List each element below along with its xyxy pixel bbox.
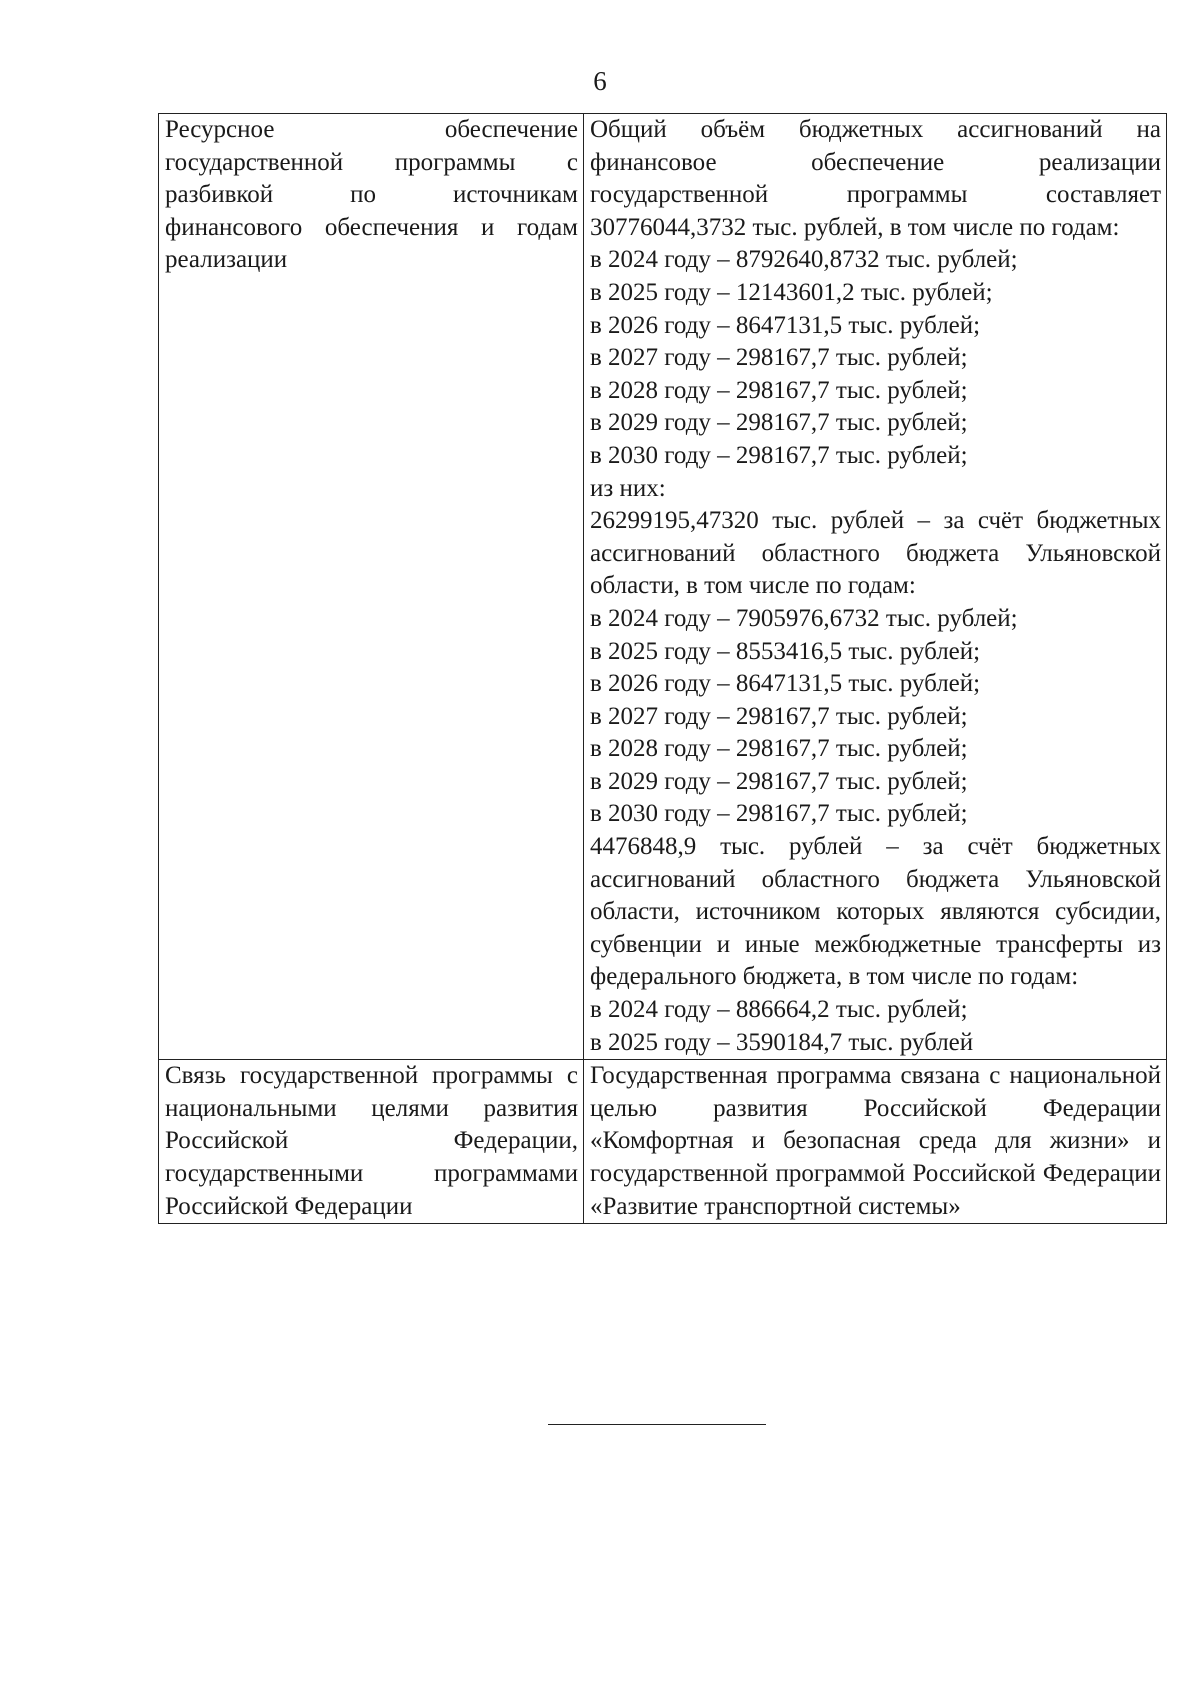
end-of-document-rule — [548, 1424, 766, 1425]
regional-year-2029: в 2029 году – 298167,7 тыс. рублей; — [590, 767, 968, 795]
total-year-2025: в 2025 году – 12143601,2 тыс. рублей; — [590, 278, 993, 306]
total-year-2029: в 2029 году – 298167,7 тыс. рублей; — [590, 409, 968, 437]
page-number: 6 — [593, 66, 607, 96]
resources-value-cell — [584, 114, 1167, 1060]
total-year-2026: в 2026 году – 8647131,5 тыс. рублей; — [590, 311, 981, 339]
table-row-resources — [159, 114, 1167, 1060]
regional-year-2027: в 2027 году – 298167,7 тыс. рублей; — [590, 702, 968, 730]
resources-label: Ресурсное обеспечение государственной программы с разбивкой по источникам финансового обеспечения и годам реализации — [165, 116, 578, 274]
federal-year-2024: в 2024 году – 886664,2 тыс. рублей; — [590, 996, 968, 1024]
total-funding-intro: Общий объём бюджетных ассигнований на финансовое обеспечение реализации государственной программы составляет 30776044,3732 тыс. рублей, в том числе по годам: — [590, 116, 1161, 241]
regional-year-2028: в 2028 году – 298167,7 тыс. рублей; — [590, 735, 968, 763]
program-passport-table — [158, 113, 1167, 1224]
resources-label-cell — [159, 114, 584, 1060]
total-year-2027: в 2027 году – 298167,7 тыс. рублей; — [590, 344, 968, 372]
national-goals-label-cell — [159, 1060, 584, 1224]
federal-funding-intro: 4476848,9 тыс. рублей – за счёт бюджетных ассигнований областного бюджета Ульяновской области, источником которых являются субсидии, субвенции и иные межбюджетные трансферты из федерального бюджета, в том числе по годам: — [590, 833, 1161, 991]
regional-year-2025: в 2025 году – 8553416,5 тыс. рублей; — [590, 637, 981, 665]
regional-year-2024: в 2024 году – 7905976,6732 тыс. рублей; — [590, 604, 1018, 632]
federal-year-2025: в 2025 году – 3590184,7 тыс. рублей — [590, 1028, 974, 1056]
national-goals-label: Связь государственной программы с национальными целями развития Российской Федерации, государственными программами Российской Федерации — [165, 1062, 578, 1220]
regional-funding-intro: 26299195,47320 тыс. рублей – за счёт бюджетных ассигнований областного бюджета Ульяновской области, в том числе по годам: — [590, 507, 1161, 600]
of-which-label: из них: — [590, 474, 666, 502]
national-goals-value-cell — [584, 1060, 1167, 1224]
total-year-2030: в 2030 году – 298167,7 тыс. рублей; — [590, 441, 968, 469]
national-goals-text: Государственная программа связана с национальной целью развития Российской Федерации «Комфортная и безопасная среда для жизни» и государственной программой Российской Федерации «Развитие транспортной системы» — [590, 1062, 1161, 1220]
total-year-2024: в 2024 году – 8792640,8732 тыс. рублей; — [590, 246, 1018, 274]
table-row-national-goals — [159, 1060, 1167, 1224]
total-year-2028: в 2028 году – 298167,7 тыс. рублей; — [590, 376, 968, 404]
regional-year-2026: в 2026 году – 8647131,5 тыс. рублей; — [590, 670, 981, 698]
regional-year-2030: в 2030 году – 298167,7 тыс. рублей; — [590, 800, 968, 828]
